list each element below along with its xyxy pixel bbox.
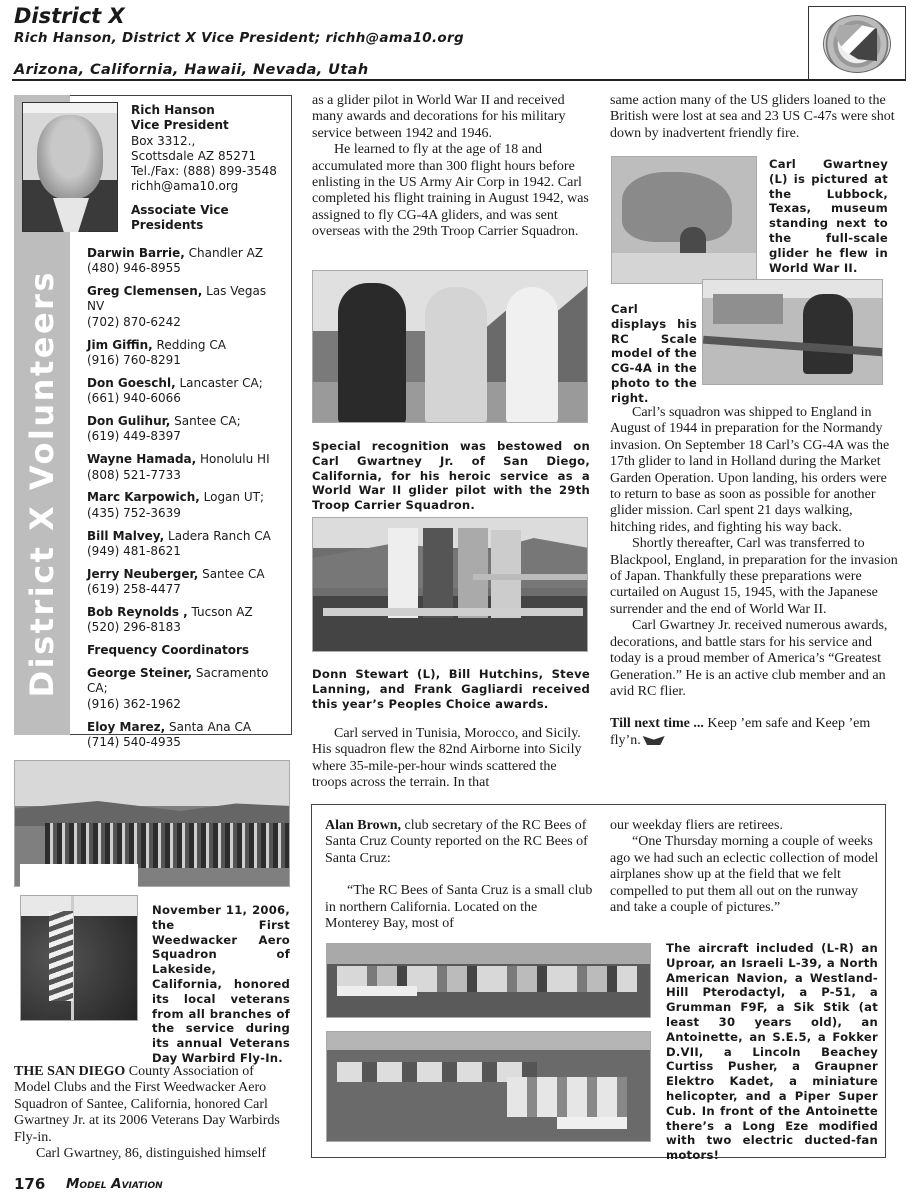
vp-email[interactable]: richh@ama10.org <box>131 179 239 194</box>
page-title: District X <box>14 4 125 28</box>
article-col3-top: same action many of the US gliders loaned to the British were lost at sea and 23 US C-47s were shot down by inadvertent friendly fire. <box>610 93 895 141</box>
vp-phone: Tel./Fax: (888) 899-3548 <box>131 164 277 179</box>
district-logo <box>808 6 906 81</box>
vp-shirt <box>53 198 89 232</box>
article-col2-top: as a glider pilot in World War II and received many awards and decorations for his military service between 1942 and 1946. He learned to fly at the age of 18 and accumulated more than 300 flight hours before enlisting in the US Army Air Corp in 1942. Carl completed his flight training in August 1942, was assigned to fly CG-4A gliders, and was sent overseas with the 29th Troop Carrier Squadron. <box>312 93 589 240</box>
avp-heading-2: Presidents <box>131 218 204 233</box>
list-item: Darwin Barrie, Chandler AZ (480) 946-8955 <box>87 246 264 276</box>
caption-museum: Carl Gwartney (L) is pictured at the Lubbock, Texas, museum standing next to the full-scale glider he flew in World War II. <box>769 157 888 275</box>
vp-face <box>37 115 103 199</box>
article-col2-bottom: Carl served in Tunisia, Morocco, and Sicily. His squadron flew the 82nd Airborne into Sicily where 35-mile-per-hour winds scattered the troops across the terrain. In that <box>312 726 582 791</box>
caption-model: Carl displays his RC Scale model of the CG-4A in the photo to the right. <box>611 302 697 405</box>
caption-aircraft: The aircraft included (L-R) an Uproar, an Israeli L-39, a North American Navion, a Westland-Hill Pterodactyl, a P-51, a Grumman F9F, a Sik Stik (at least 30 years old), an Antoinette, an S.E.5, a Fokker D.VII, a Lincoln Beachey Curtiss Pusher, a Graupner Elektro Kadet, a miniature helicopter, and a Piper Super Cub. In front of the Antoinette there’s a Long Eze modified with two electric ducted-fan motors! <box>666 941 878 1163</box>
vp-address2: Scottsdale AZ 85271 <box>131 148 257 163</box>
vp-address1: Box 3312., <box>131 133 196 148</box>
aircraft-lineup-photo-2 <box>326 1031 651 1142</box>
list-item: Bob Reynolds , Tucson AZ (520) 296-8183 <box>87 604 253 635</box>
san-diego-intro: THE SAN DIEGO County Association of Model Clubs and the First Weedwacker Aero Squadron of Santee, California, honored Carl Gwartney Jr. at its 2006 Veterans Day Warbirds Fly-in. Carl Gwartney, 86, distinguished himself <box>14 1064 280 1162</box>
aircraft-lineup-photo-1 <box>326 943 651 1018</box>
caption-peoples-choice: Donn Stewart (L), Bill Hutchins, Steve Lanning, and Frank Gagliardi received this year’s Peoples Choice awards. <box>312 667 590 711</box>
flag-photo <box>20 895 138 1021</box>
list-item: Don Gulihur, Santee CA; (619) 449-8397 <box>87 414 241 444</box>
signoff: Till next time ... Keep ’em safe and Keep ’em fly’n. <box>610 716 871 748</box>
list-item: Jim Giffin, Redding CA (916) 760-8291 <box>87 337 226 367</box>
volunteers-vertical-label: District X Volunteers <box>23 269 61 697</box>
article-col3-body: Carl’s squadron was shipped to England in August of 1944 in preparation for the Normandy invasion. On September 18 Carl’s CG-4A was the 17th glider to land in Holland during the Market Garden Operation. Upon landing, his orders were to return to base as soon as possible for another glider mission. Carl spent 21 days walking, hitching rides, and fighting his way back. Shortly thereafter, Carl was transferred to Blackpool, England, in preparation for the invasion of Japan. Thankfully these preparations were curtailed on August 15, 1945, with the Japanese surrender and the end of World War II. Carl Gwartney Jr. received numerous awards, decorations, and battle stars for his service and today is a proud member of America’s “Greatest Generation.” He is an active club member and an avid RC flier. Till next time ... Keep ’em safe and Keep ’em fly’n. <box>610 405 900 749</box>
peoples-choice-photo <box>312 517 588 652</box>
rc-model-photo <box>702 279 883 385</box>
vp-contact <box>131 103 291 233</box>
associate-list <box>87 246 287 758</box>
freq-coordinators-heading: Frequency Coordinators <box>87 643 250 658</box>
list-item: George Steiner, Sacramento CA; (916) 362-1962 <box>87 666 269 711</box>
caption-veterans: November 11, 2006, the First Weedwacker Aero Squadron of Lakeside, California, honored its local veterans from all branches of the service during its annual Veterans Day Warbird Fly-In. <box>152 903 290 1065</box>
district-states: Arizona, California, Hawaii, Nevada, Utah <box>14 62 369 78</box>
caption-recognition: Special recognition was bestowed on Carl Gwartney Jr. of San Diego, California, for his heroic service as a World War II glider pilot with the 29th Troop Carrier Squadron. <box>312 439 590 513</box>
list-item: Wayne Hamada, Honolulu HI (808) 521-7733 <box>87 452 270 482</box>
header-rule <box>12 79 810 81</box>
page-number: 176 <box>14 1175 46 1193</box>
magazine-name: Model Aviation <box>66 1176 163 1192</box>
vp-portrait-photo <box>22 102 118 232</box>
rc-bees-col2: our weekday fliers are retirees. “One Thursday morning a couple of weeks ago we had such an eclectic collection of model airplanes show up at the field that we felt compelled to put them all out on the runway and take a couple of pictures.” <box>610 818 879 916</box>
list-item: Eloy Marez, Santa Ana CA (714) 540-4935 <box>87 719 252 749</box>
list-item: Don Goeschl, Lancaster CA; (661) 940-6066 <box>87 375 263 406</box>
list-item: Bill Malvey, Ladera Ranch CA (949) 481-8621 <box>87 528 271 558</box>
recognition-photo <box>312 270 588 423</box>
vp-title: Vice President <box>131 118 229 133</box>
ama-eagle-icon <box>643 736 665 745</box>
rc-bees-col1: Alan Brown, club secretary of the RC Bees of Santa Cruz County reported on the RC Bees of Santa Cruz: “The RC Bees of Santa Cruz is a small club in northern California. Located on the Monterey Bay, most of <box>325 818 593 932</box>
list-item: Jerry Neuberger, Santee CA (619) 258-4477 <box>87 566 265 597</box>
list-item: Marc Karpowich, Logan UT; (435) 752-3639 <box>87 490 264 520</box>
list-item: Greg Clemensen, Las Vegas NV (702) 870-6242 <box>87 284 267 329</box>
page-subtitle: Rich Hanson, District X Vice President; richh@ama10.org <box>14 30 464 46</box>
avp-heading-1: Associate Vice <box>131 202 229 217</box>
vp-name: Rich Hanson <box>131 103 215 117</box>
museum-glider-photo <box>611 156 757 284</box>
